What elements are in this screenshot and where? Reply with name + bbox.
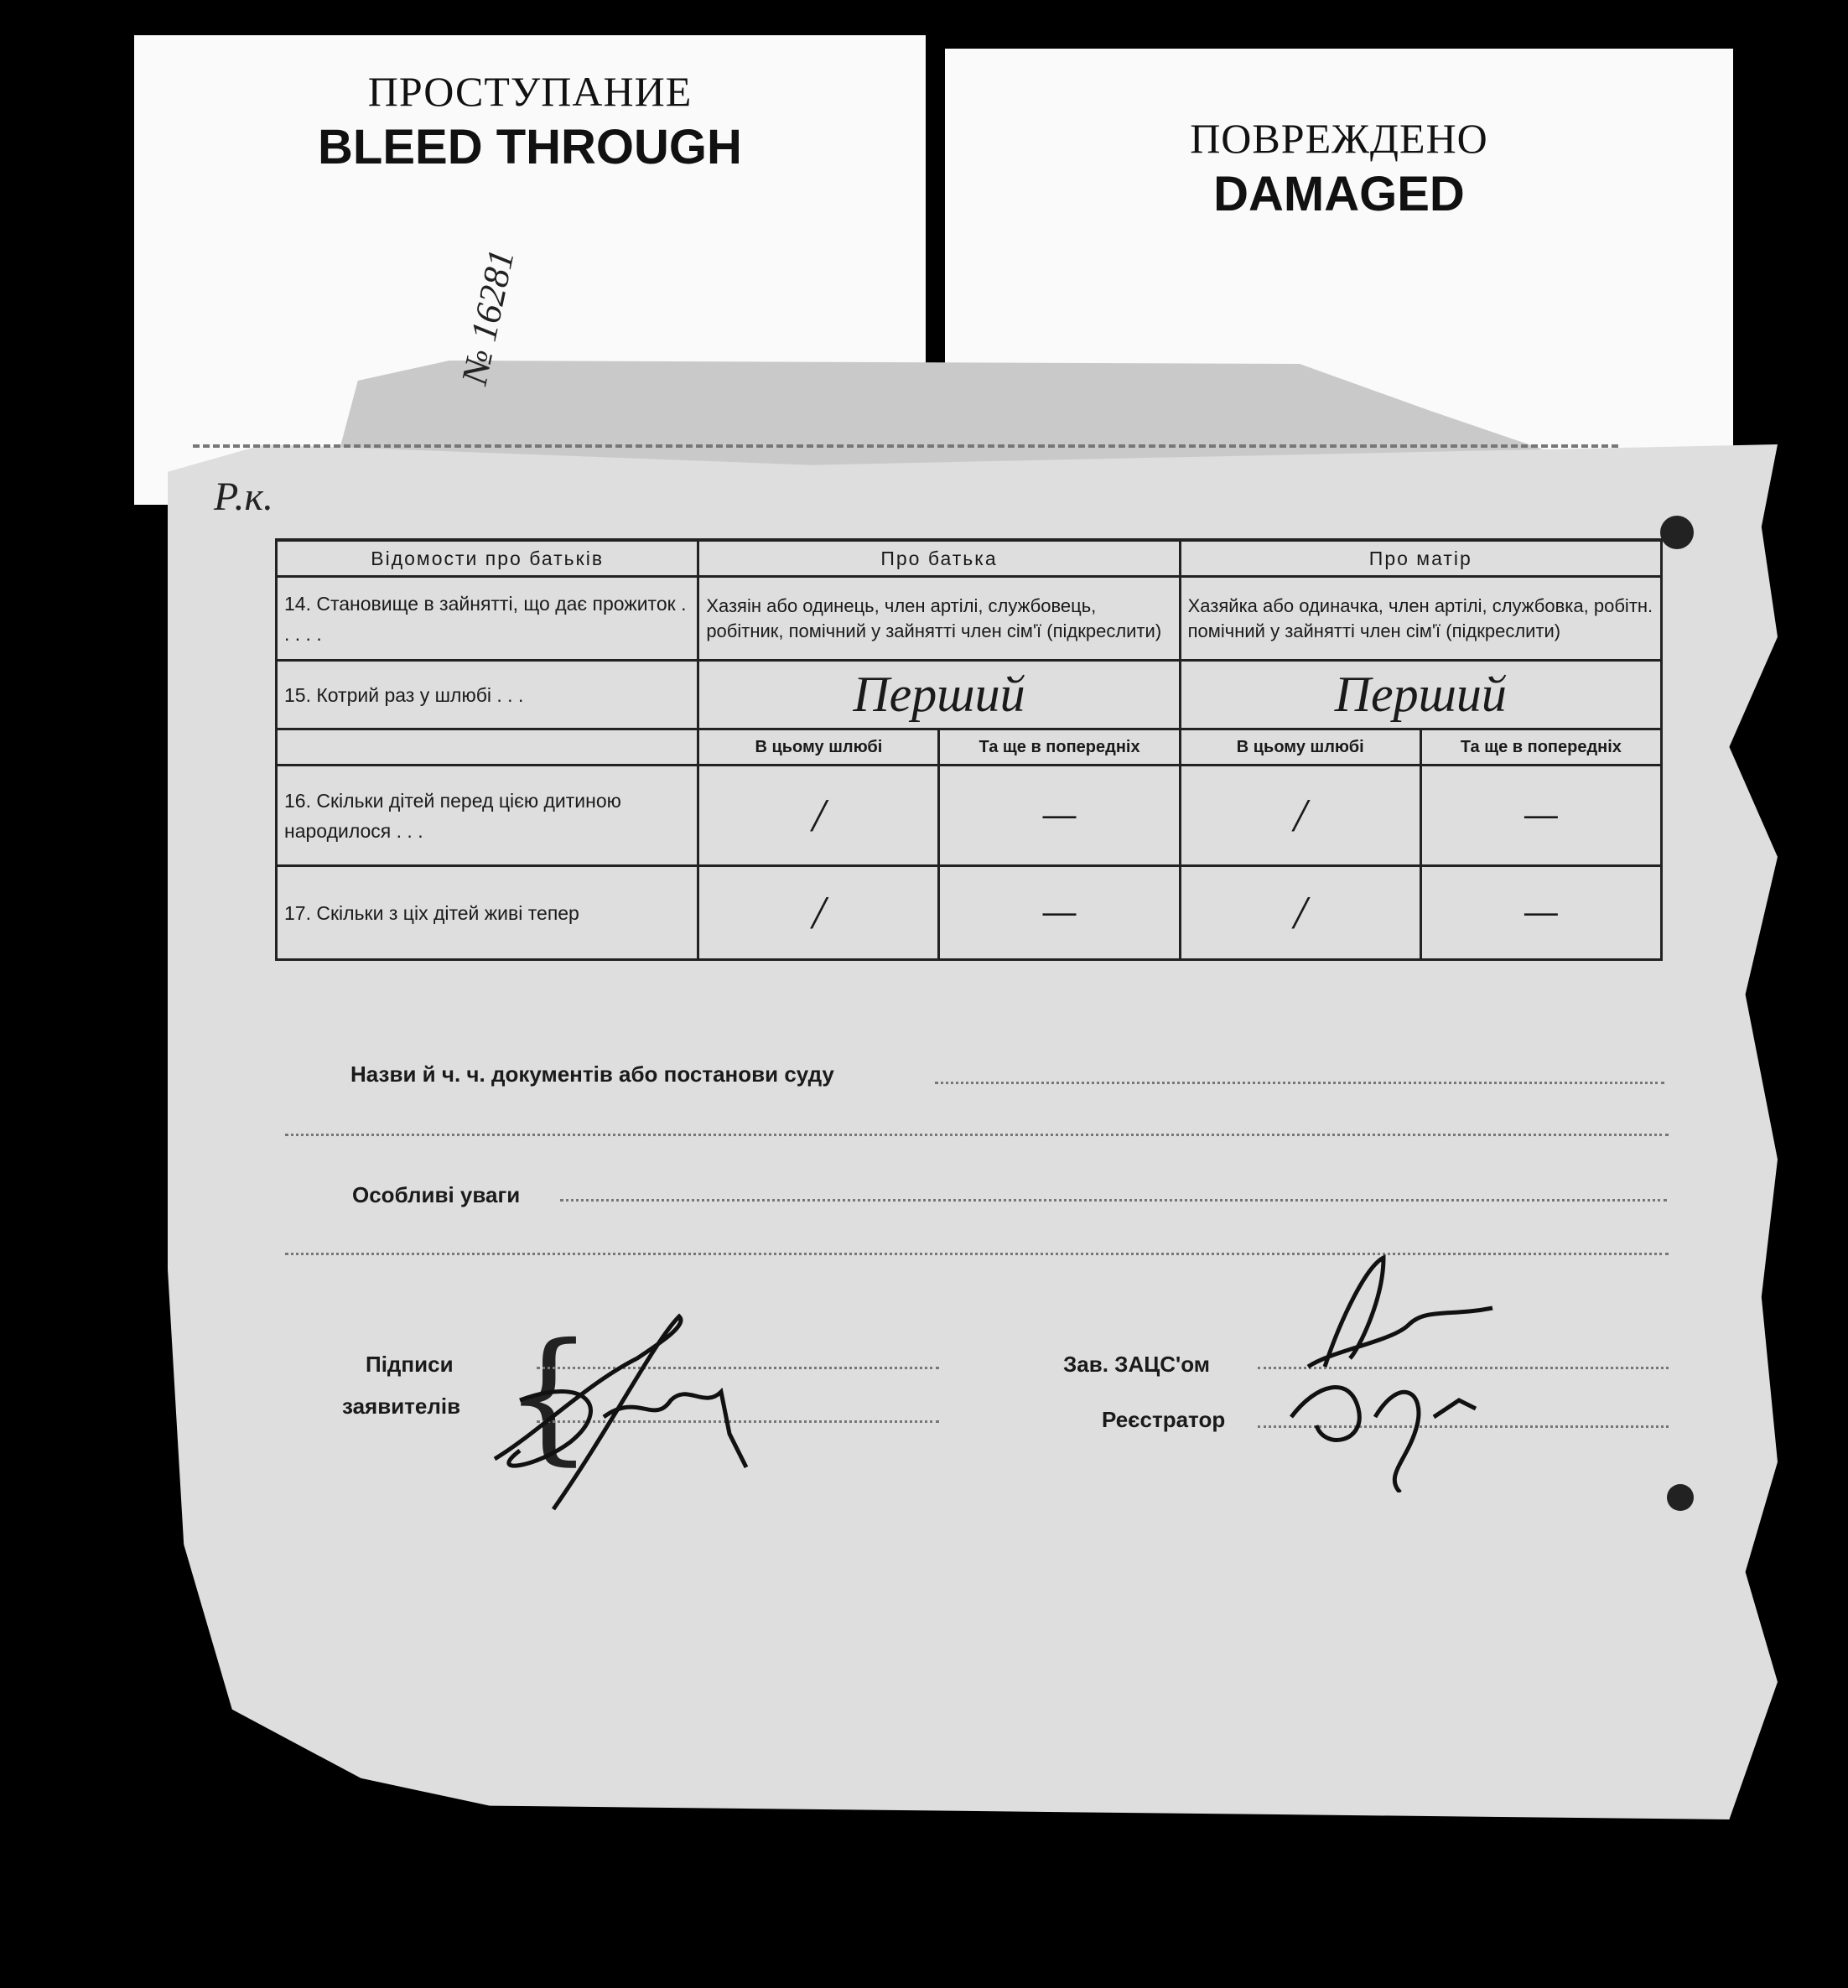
father-children-prev: —	[939, 766, 1180, 866]
bleed-through-en: BLEED THROUGH	[318, 120, 742, 174]
header-mother: Про матір	[1180, 540, 1661, 577]
header-father: Про батька	[698, 540, 1180, 577]
notes-label: Особливі уваги	[352, 1182, 521, 1207]
corner-mark: Р.к.	[214, 475, 273, 519]
row-17	[277, 866, 1662, 960]
mother-children-this: /	[1180, 766, 1420, 866]
bleed-through-ru: ПРОСТУПАНИЕ	[367, 68, 693, 115]
documents-label: Назви й ч. ч. документів або постанови суду	[350, 1061, 834, 1087]
mother-living-this: /	[1180, 866, 1420, 960]
question-15: 15. Котрий раз у шлюбі . . .	[277, 661, 698, 729]
damaged-en: DAMAGED	[1213, 167, 1465, 221]
applicant-signature	[470, 1308, 755, 1526]
parents-info-table	[275, 538, 1663, 961]
notes-line	[560, 1199, 1667, 1202]
applicants-signature-label-1: Підписи	[366, 1352, 454, 1377]
punch-hole	[1667, 1484, 1694, 1511]
punch-hole	[1660, 516, 1694, 549]
mother-occupation: Хазяйка або одиначка, член артілі, службовка, робітн. помічний у зайнятті член сім'ї (підкреслити)	[1180, 577, 1661, 661]
registrar-label: Реєстратор	[1102, 1407, 1226, 1432]
father-marriage-count: Перший	[698, 661, 1180, 729]
table-header-row	[277, 540, 1662, 577]
father-living-prev: —	[939, 866, 1180, 960]
question-14: 14. Становище в зайнятті, що дає прожиток . . . . .	[277, 577, 698, 661]
row-14	[277, 577, 1662, 661]
father-living-this: /	[698, 866, 939, 960]
question-16: 16. Скільки дітей перед цією дитиною народилося . . .	[277, 766, 698, 866]
damaged-ru: ПОВРЕЖДЕНО	[1190, 115, 1488, 162]
mother-children-prev: —	[1420, 766, 1661, 866]
applicants-signature-label-2: заявителів	[342, 1394, 461, 1419]
father-this-marriage-header: В цьому шлюбі	[698, 729, 939, 766]
documents-line-2	[285, 1134, 1669, 1136]
father-occupation: Хазяін або одинець, член артілі, службовець, робітник, помічний у зайнятті член сім'ї (підкреслити)	[698, 577, 1180, 661]
row-15	[277, 661, 1662, 729]
father-previous-header: Та ще в попередніх	[939, 729, 1180, 766]
documents-line	[935, 1082, 1664, 1084]
question-17: 17. Скільки з ціх дітей живі тепер	[277, 866, 698, 960]
officials-signature	[1258, 1249, 1534, 1492]
subheader-row	[277, 729, 1662, 766]
perforation-line	[193, 444, 1618, 448]
brace-symbol: {	[503, 1313, 594, 1479]
father-children-this: /	[698, 766, 939, 866]
row-16	[277, 766, 1662, 866]
mother-previous-header: Та ще в попередніх	[1420, 729, 1661, 766]
archive-ref: № 16281	[453, 246, 522, 388]
mother-this-marriage-header: В цьому шлюбі	[1180, 729, 1420, 766]
mother-marriage-count: Перший	[1180, 661, 1661, 729]
mother-living-prev: —	[1420, 866, 1661, 960]
subheader-blank	[277, 729, 698, 766]
head-zags-label: Зав. ЗАЦС'ом	[1063, 1352, 1210, 1377]
header-parents-info: Відомости про батьків	[277, 540, 698, 577]
